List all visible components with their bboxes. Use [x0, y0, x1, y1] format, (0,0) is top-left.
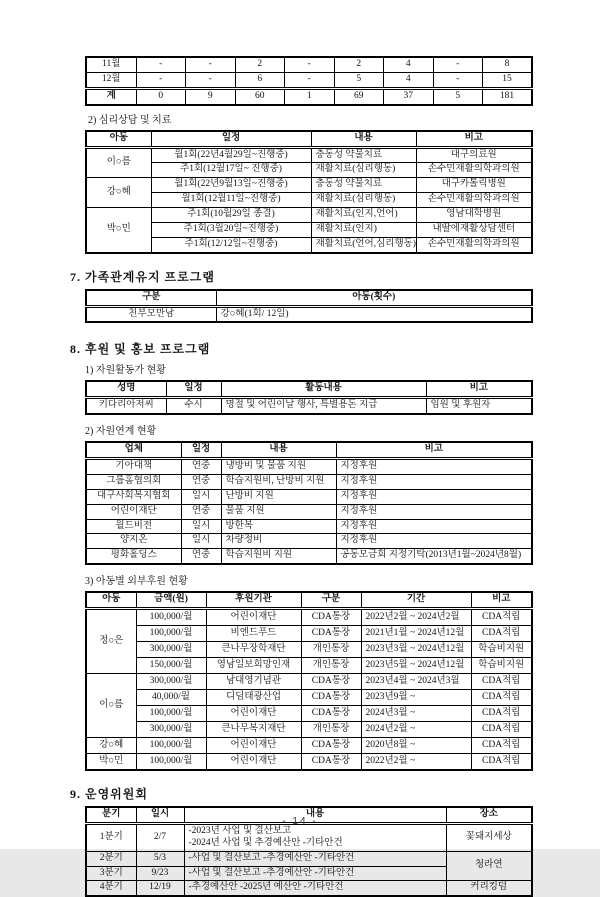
- table-row: [86, 208, 532, 223]
- table-row: [86, 754, 532, 771]
- table-cell: 11월: [86, 57, 136, 72]
- table-header-cell: 업체: [86, 442, 181, 458]
- table-cell: 대구의료원: [416, 147, 532, 163]
- table-cell: 친부모만남: [86, 306, 216, 322]
- table-cell: CDA적립: [471, 609, 532, 626]
- table-cell: 지정후원: [336, 459, 532, 475]
- table-row: [86, 222, 532, 237]
- table-cell: 공동모금회 지정기탁(2013년1월~2024년8월): [336, 549, 532, 564]
- table-row: [86, 474, 532, 489]
- table-cell: 주1회(12월17일~ 진행중): [151, 163, 311, 178]
- table-cell: 재활치료(심리행동): [311, 163, 416, 178]
- table-cell: 학습지원비 지원: [221, 549, 336, 564]
- table-cell: 어린이재단: [86, 504, 181, 519]
- table-header-cell: 일시: [136, 807, 184, 823]
- table-cell: 그룹홈협의회: [86, 474, 181, 489]
- table-header-cell: 활동내용: [221, 381, 426, 397]
- table-cell: -: [285, 57, 335, 72]
- table-cell: 영남대학병원: [416, 208, 532, 223]
- table-cell: -: [433, 72, 483, 88]
- table-cell: 2: [235, 57, 285, 72]
- table-cell: 69: [334, 88, 384, 104]
- table-cell: 내딸에재활상담센터: [416, 222, 532, 237]
- table-cell: 5/3: [136, 851, 184, 866]
- table-cell: 이○름: [86, 674, 136, 738]
- table-header-row: [86, 442, 532, 458]
- table-header-cell: 성명: [86, 381, 166, 397]
- table-header-cell: 아동(횟수): [216, 290, 532, 306]
- table-cell: 월드비전: [86, 519, 181, 534]
- table-cell: 일시: [181, 489, 221, 504]
- table-row: [86, 738, 532, 754]
- table-header-cell: 비고: [471, 592, 532, 608]
- page-number: - 14 -: [282, 816, 318, 827]
- table-cell: 연중: [181, 459, 221, 475]
- table-cell: 수시: [166, 398, 221, 414]
- table-cell: 커리킹덤: [446, 881, 532, 896]
- table-cell: 차량정비: [221, 534, 336, 549]
- heading-steering-committee: 9. 운영위원회: [70, 787, 148, 801]
- table-cell: 지정후원: [336, 474, 532, 489]
- table-cell: 월1회(22년9월13일~진행중): [151, 178, 311, 193]
- table-cell: 5: [334, 72, 384, 88]
- table-header-row: [86, 381, 532, 397]
- table-cell: 청라연: [446, 851, 532, 881]
- table-cell: 계: [86, 88, 136, 104]
- table-header-cell: 일정: [151, 131, 311, 147]
- table-header-cell: 장소: [446, 807, 532, 823]
- table-row: [86, 398, 532, 414]
- table-header-cell: 내용: [221, 442, 336, 458]
- table-header-cell: 후원기관: [206, 592, 301, 608]
- child-sponsorship-table: [85, 591, 533, 771]
- table-cell: -2023년 사업 및 결산보고 -2024년 사업 및 추경예산안 -기타안건: [184, 823, 446, 851]
- table-cell: 지정후원: [336, 519, 532, 534]
- table-cell: 정○은: [86, 609, 136, 674]
- table-cell: 100,000/월: [136, 706, 206, 722]
- table-cell: -: [136, 72, 186, 88]
- volunteers-table: [85, 380, 533, 415]
- table-cell: 개인통장: [301, 642, 361, 658]
- table-cell: 큰나무장학재단: [206, 642, 301, 658]
- table-row: [86, 626, 532, 642]
- table-header-cell: 비고: [336, 442, 532, 458]
- table-row: [86, 722, 532, 738]
- table-cell: 꽃돼지세상: [446, 823, 532, 851]
- table-header-cell: 아동: [86, 131, 151, 147]
- table-cell: 100,000/월: [136, 609, 206, 626]
- table-cell: 임원 및 후원자: [426, 398, 532, 414]
- table-header-row: [86, 290, 532, 306]
- table-header-cell: 기간: [361, 592, 471, 608]
- table-cell: -: [186, 72, 236, 88]
- psych-treatment-table: [85, 130, 533, 254]
- table-header-cell: 일정: [181, 442, 221, 458]
- table-cell: CDA통장: [301, 626, 361, 642]
- table-row: [86, 674, 532, 690]
- table-cell: 냉방비 및 물품 지원: [221, 459, 336, 475]
- table-cell: 지정후원: [336, 534, 532, 549]
- table-cell: 큰나무복지재단: [206, 722, 301, 738]
- table-cell: 2023년5월 ~ 2024년12월: [361, 658, 471, 674]
- table-cell: 연중: [181, 474, 221, 489]
- table-cell: CDA통장: [301, 706, 361, 722]
- table-row: [86, 690, 532, 706]
- table-cell: 어린이재단: [206, 754, 301, 771]
- table-cell: 어린이재단: [206, 609, 301, 626]
- table-cell: 150,000/월: [136, 658, 206, 674]
- heading-child-sponsorship: 3) 아동별 외부후원 현황: [85, 576, 188, 588]
- table-cell: 5: [433, 88, 483, 104]
- resource-links-table: [85, 441, 533, 565]
- table-header-cell: 비고: [416, 131, 532, 147]
- table-cell: 1: [285, 88, 335, 104]
- table-cell: 충동성 약물치료: [311, 147, 416, 163]
- table-cell: CDA적립: [471, 738, 532, 754]
- table-cell: CDA통장: [301, 674, 361, 690]
- table-cell: 지정후원: [336, 489, 532, 504]
- table-cell: CDA적립: [471, 754, 532, 771]
- table-cell: 방한복: [221, 519, 336, 534]
- table-cell: 0: [136, 88, 186, 104]
- table-header-cell: 아동: [86, 592, 136, 608]
- table-cell: 2023년4월 ~ 2024년3월: [361, 674, 471, 690]
- table-row: [86, 658, 532, 674]
- table-cell: 학습비지원: [471, 642, 532, 658]
- table-cell: 12월: [86, 72, 136, 88]
- table-cell: CDA적립: [471, 674, 532, 690]
- table-cell: 재활치료(언어,심리행동): [311, 237, 416, 252]
- table-cell: 디딤태광산업: [206, 690, 301, 706]
- heading-family-program: 7. 가족관계유지 프로그램: [70, 269, 215, 284]
- table-cell: -사업 및 결산보고 -추경예산안 -기타안건: [184, 851, 446, 866]
- table-cell: 재활치료(인지,언어): [311, 208, 416, 223]
- table-header-row: [86, 592, 532, 608]
- table-cell: 개인통장: [301, 722, 361, 738]
- table-cell: 181: [483, 88, 533, 104]
- family-program-table: [85, 289, 533, 324]
- table-cell: 일시: [181, 519, 221, 534]
- table-cell: 300,000/월: [136, 722, 206, 738]
- table-cell: 연중: [181, 549, 221, 564]
- table-cell: CDA적립: [471, 626, 532, 642]
- table-cell: 개인통장: [301, 658, 361, 674]
- table-cell: CDA적립: [471, 722, 532, 738]
- table-cell: 월1회(22년4월29일~진행중): [151, 147, 311, 163]
- table-cell: 충동성 약물치료: [311, 178, 416, 193]
- table-cell: CDA통장: [301, 754, 361, 771]
- table-cell: 4: [384, 72, 434, 88]
- heading-volunteers: 1) 자원활동가 현황: [85, 365, 166, 377]
- table-cell: 기아대책: [86, 459, 181, 475]
- table-cell: 박○민: [86, 208, 151, 253]
- table-row: [86, 642, 532, 658]
- table-cell: 2022년2월 ~: [361, 754, 471, 771]
- table-cell: 월1회(12월11일~진행중): [151, 193, 311, 208]
- table-cell: 2022년2월 ~ 2024년2월: [361, 609, 471, 626]
- table-cell: 주1회(12/12일~진행중): [151, 237, 311, 252]
- table-cell: 학습비지원: [471, 658, 532, 674]
- table-cell: 9/23: [136, 866, 184, 881]
- table-cell: 37: [384, 88, 434, 104]
- table-header-cell: 구분: [86, 290, 216, 306]
- table-cell: 지정후원: [336, 504, 532, 519]
- table-row: [86, 147, 532, 163]
- table-cell: 강○혜(1회/ 12일): [216, 306, 532, 322]
- table-cell: 명절 및 어린이날 행사, 특별용돈 지급: [221, 398, 426, 414]
- table-cell: 300,000/월: [136, 674, 206, 690]
- table-cell: -추경예산안 -2025년 예산안 -기타안건: [184, 881, 446, 896]
- table-row: [86, 823, 532, 851]
- table-cell: 일시: [181, 534, 221, 549]
- table-cell: 주1회(10월29일 종결): [151, 208, 311, 223]
- table-cell: 100,000/월: [136, 738, 206, 754]
- table-row: [86, 609, 532, 626]
- table-cell: CDA통장: [301, 738, 361, 754]
- table-cell: 2: [334, 57, 384, 72]
- table-cell: 3분기: [86, 866, 136, 881]
- table-cell: 남대영기념관: [206, 674, 301, 690]
- table-header-cell: 금액(원): [136, 592, 206, 608]
- table-row: [86, 193, 532, 208]
- table-row: [86, 549, 532, 564]
- table-header-cell: 비고: [426, 381, 532, 397]
- table-cell: 8: [483, 57, 533, 72]
- table-cell: 2023년9월 ~: [361, 690, 471, 706]
- table-cell: 100,000/월: [136, 754, 206, 771]
- table-cell: 2024년3월 ~: [361, 706, 471, 722]
- table-cell: 1분기: [86, 823, 136, 851]
- table-row: [86, 88, 532, 104]
- table-cell: 어린이재단: [206, 738, 301, 754]
- table-cell: 4: [384, 57, 434, 72]
- table-header-cell: 구분: [301, 592, 361, 608]
- table-cell: 손수민재활의학과의원: [416, 193, 532, 208]
- table-cell: CDA통장: [301, 609, 361, 626]
- table-header-cell: 내용: [311, 131, 416, 147]
- table-row: [86, 504, 532, 519]
- table-cell: CDA통장: [301, 690, 361, 706]
- table-cell: 손수민재활의학과의원: [416, 163, 532, 178]
- table-cell: 영남일보희망인재: [206, 658, 301, 674]
- table-cell: 키다리아저씨: [86, 398, 166, 414]
- table-cell: 100,000/월: [136, 626, 206, 642]
- table-cell: CDA적립: [471, 706, 532, 722]
- table-cell: 15: [483, 72, 533, 88]
- table-cell: 난방비 지원: [221, 489, 336, 504]
- table-cell: 양지온: [86, 534, 181, 549]
- table-cell: 강○혜: [86, 178, 151, 208]
- table-cell: -: [285, 72, 335, 88]
- table-cell: 평화홀딩스: [86, 549, 181, 564]
- table-cell: 물품 지원: [221, 504, 336, 519]
- table-cell: 12/19: [136, 881, 184, 896]
- table-cell: 학습지원비, 난방비 지원: [221, 474, 336, 489]
- table-row: [86, 57, 532, 72]
- table-header-row: [86, 131, 532, 147]
- table-cell: 손수민재활의학과의원: [416, 237, 532, 252]
- table-cell: 강○혜: [86, 738, 136, 754]
- table-row: [86, 306, 532, 322]
- table-cell: 300,000/월: [136, 642, 206, 658]
- table-header-cell: 내용: [184, 807, 446, 823]
- table-cell: 재활치료(심리행동): [311, 193, 416, 208]
- table-cell: 40,000/월: [136, 690, 206, 706]
- table-cell: 4분기: [86, 881, 136, 896]
- table-cell: 연중: [181, 504, 221, 519]
- table-cell: 대구사회복지협회: [86, 489, 181, 504]
- table-row: [86, 706, 532, 722]
- monthly-summary-table: [85, 56, 533, 106]
- table-cell: 9: [186, 88, 236, 104]
- table-cell: 6: [235, 72, 285, 88]
- table-cell: 2/7: [136, 823, 184, 851]
- table-header-cell: 일정: [166, 381, 221, 397]
- table-cell: -: [433, 57, 483, 72]
- table-cell: 2021년1월 ~ 2024년12월: [361, 626, 471, 642]
- table-cell: 대구카톨릭병원: [416, 178, 532, 193]
- table-row: [86, 881, 532, 896]
- table-cell: -: [186, 57, 236, 72]
- table-row: [86, 851, 532, 866]
- table-cell: 이○름: [86, 147, 151, 178]
- table-cell: -사업 및 결산보고 -추경예산안 -기타안건: [184, 866, 446, 881]
- table-row: [86, 163, 532, 178]
- heading-resource-links: 2) 자원연계 현황: [85, 426, 157, 438]
- table-cell: 어린이재단: [206, 706, 301, 722]
- table-row: [86, 459, 532, 475]
- table-header-cell: 분기: [86, 807, 136, 823]
- table-row: [86, 237, 532, 252]
- table-cell: 비엔드푸드: [206, 626, 301, 642]
- table-cell: 2024년2월 ~: [361, 722, 471, 738]
- table-cell: 60: [235, 88, 285, 104]
- table-cell: -: [136, 57, 186, 72]
- heading-psych-treatment: 2) 심리상담 및 치료: [88, 114, 172, 126]
- table-cell: 2020년8월 ~: [361, 738, 471, 754]
- table-cell: 주1회(3월20일~진행중): [151, 222, 311, 237]
- table-cell: 재활치료(인지): [311, 222, 416, 237]
- table-row: [86, 178, 532, 193]
- table-row: [86, 489, 532, 504]
- table-row: [86, 519, 532, 534]
- table-cell: 2023년3월 ~ 2024년12월: [361, 642, 471, 658]
- heading-sponsor-program: 8. 후원 및 홍보 프로그램: [70, 342, 211, 357]
- table-row: [86, 534, 532, 549]
- table-cell: CDA적립: [471, 690, 532, 706]
- table-cell: 박○민: [86, 754, 136, 771]
- table-cell: 2분기: [86, 851, 136, 866]
- table-row: [86, 72, 532, 88]
